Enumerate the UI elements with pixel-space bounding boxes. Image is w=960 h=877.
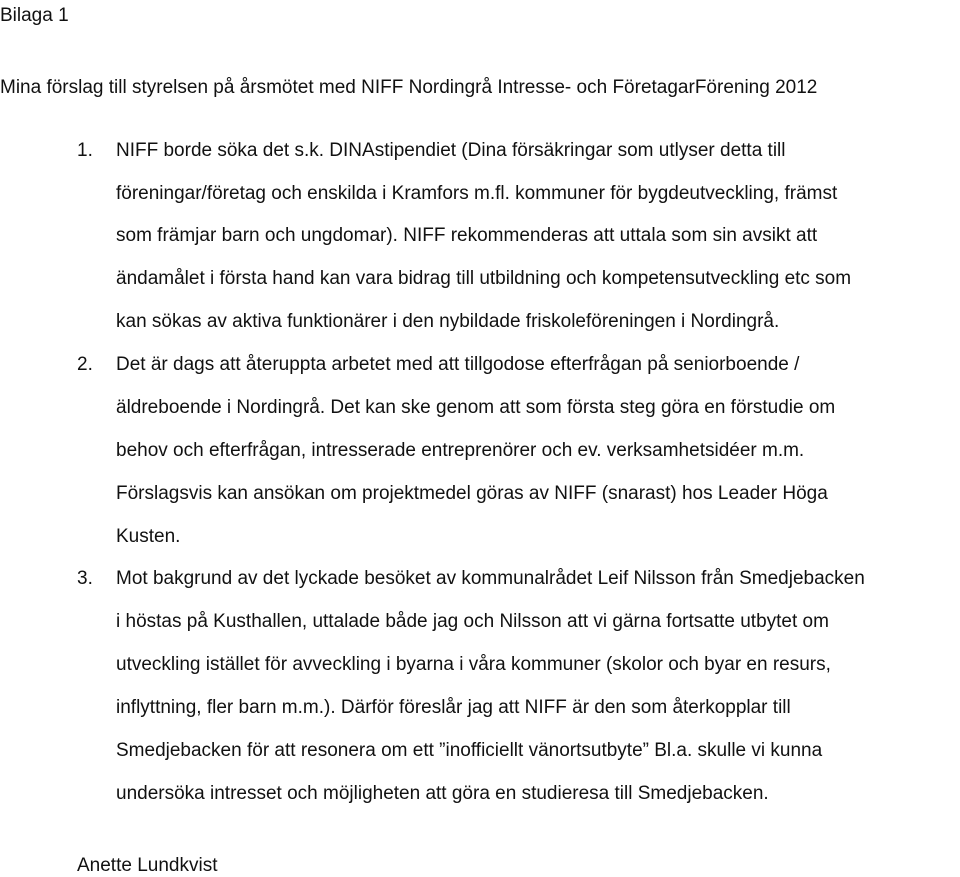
item-line: undersöka intresset och möjligheten att göra en studieresa till Smedjebacken. <box>116 783 769 804</box>
attachment-label: Bilaga 1 <box>0 5 69 26</box>
item-line: utveckling istället för avveckling i byarna i våra kommuner (skolor och byar en resurs, <box>116 654 831 675</box>
item-number: 1. <box>77 140 93 161</box>
item-line: Mot bakgrund av det lyckade besöket av kommunalrådet Leif Nilsson från Smedjebacken <box>116 568 865 589</box>
item-line: kan sökas av aktiva funktionärer i den nybildade friskoleföreningen i Nordingrå. <box>116 311 780 332</box>
item-line: NIFF borde söka det s.k. DINAstipendiet (Dina försäkringar som utlyser detta till <box>116 140 786 161</box>
item-line: inflyttning, fler barn m.m.). Därför föreslår jag att NIFF är den som återkopplar till <box>116 697 791 718</box>
item-line: behov och efterfrågan, intresserade entreprenörer och ev. verksamhetsidéer m.m. <box>116 440 805 461</box>
item-line: som främjar barn och ungdomar). NIFF rekommenderas att uttala som sin avsikt att <box>116 225 818 246</box>
item-number: 3. <box>77 568 93 589</box>
item-line: Det är dags att återuppta arbetet med att tillgodose efterfrågan på seniorboende / <box>116 354 800 375</box>
document-heading: Mina förslag till styrelsen på årsmötet med NIFF Nordingrå Intresse- och FöretagarFörening 2012 <box>0 77 818 98</box>
item-line: Förslagsvis kan ansökan om projektmedel göras av NIFF (snarast) hos Leader Höga <box>116 483 828 504</box>
item-number: 2. <box>77 354 93 375</box>
item-line: Kusten. <box>116 526 181 547</box>
item-line: ändamålet i första hand kan vara bidrag till utbildning och kompetensutveckling etc som <box>116 268 852 289</box>
item-line: i höstas på Kusthallen, uttalade både jag och Nilsson att vi gärna fortsatte utbytet om <box>116 611 829 632</box>
item-line: Smedjebacken för att resonera om ett ”inofficiellt vänortsutbyte” Bl.a. skulle vi kunna <box>116 740 823 761</box>
item-line: föreningar/företag och enskilda i Kramfors m.fl. kommuner för bygdeutveckling, främst <box>116 183 838 204</box>
signature-name: Anette Lundkvist <box>77 855 218 876</box>
item-line: äldreboende i Nordingrå. Det kan ske genom att som första steg göra en förstudie om <box>116 397 836 418</box>
